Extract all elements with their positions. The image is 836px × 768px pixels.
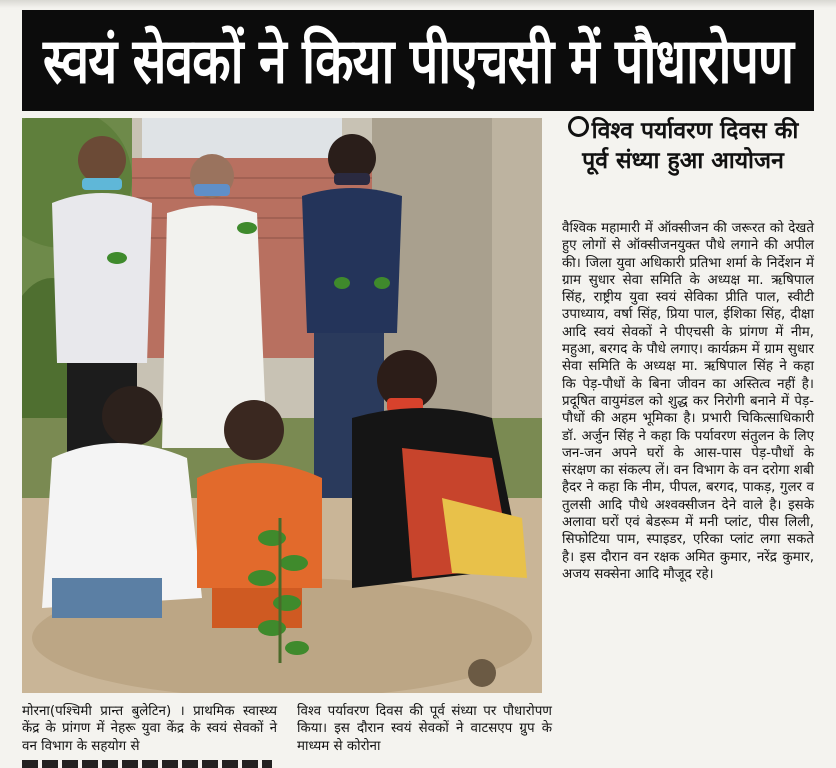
body-paragraph: वैश्विक महामारी में ऑक्सीजन की जरूरत को देखते हुए लोगों से ऑक्सीजनयुक्त पौधे लगाने की अपील की। जिला युवा अधिकारी प्रतिभा शर्मा के निर्देशन में ग्राम सुधार सेवा समिति के अध्यक्ष मा. ऋषिपाल सिंह, राष्ट्रीय युवा स्वयं सेविका प्रीति पाल, स्वीटी उपाध्याय, वर्षा सिंह, प्रिया पाल, ईशिका सिंह, दीक्षा आदि स्वयं सेवकों ने पीएचसी के प्रांगण में नीम, महुआ, बरगद के पौधे लगाए। कार्यक्रम में ग्राम सुधार सेवा समिति के अध्यक्ष मा. ऋषिपाल सिंह ने कहा कि पेड़-पौधों के बिना जीवन का अस्तित्व नहीं है। प्रदूषित वायुमंडल को शुद्ध कर निरोगी बनाने में पेड़-पौधों की अहम भूमिका है। प्रभारी चिकित्साधिकारी डॉ. अर्जुन सिंह ने कहा कि पर्यावरण संतुलन के लिए जन-जन अपने घरों के आस-पास पेड़-पौधों के संरक्षण का संकल्प लें। वन विभाग के वन दरोगा शबी हैदर ने कहा कि नीम, पीपल, बरगद, पाकड़, गुलर व तुलसी आदि पौधे अश्वक्सीजन देने वाले है। इसके अलावा घरों एवं बेडरूम में मनी प्लांट, पीस लिली, सिफोटिया पाम, स्पाइडर, एरिका प्लांट लगा सकते है। इस दौरान वन रक्षक अमित कुमार, नरेंद्र कुमार, अजय सक्सेना आदि मौजूद रहे। (562, 221, 814, 582)
circle-bullet-icon (568, 116, 589, 137)
subheadline (552, 116, 814, 176)
article-body-right-column (562, 220, 814, 583)
body-column-1: मोरना(पश्चिमी प्रान्त बुलेटिन) । प्राथमिक स्वास्थ्य केंद्र के प्रांगण में नेहरू युवा केंद्र के स्वयं सेवकों ने वन विभाग के सहयोग से (22, 704, 277, 754)
headline: स्वयं सेवकों ने किया पीएचसी में पौधारोपण (42, 24, 794, 97)
headline-banner (22, 10, 814, 111)
subheadline-text: विश्व पर्यावरण दिवस की पूर्व संध्या हुआ आयोजन (582, 118, 799, 174)
article-photo (22, 118, 542, 693)
group-planting-photo-icon (22, 118, 542, 693)
article-body-bottom (22, 703, 552, 768)
previous-article-edge (0, 0, 836, 8)
next-headline-cutoff (22, 760, 272, 768)
body-column-2: विश्व पर्यावरण दिवस की पूर्व संध्या पर पौधारोपण किया। इस दौरान स्वयं सेवकों ने वाटसएप ग्रुप के माध्यम से कोरोना (297, 704, 552, 754)
